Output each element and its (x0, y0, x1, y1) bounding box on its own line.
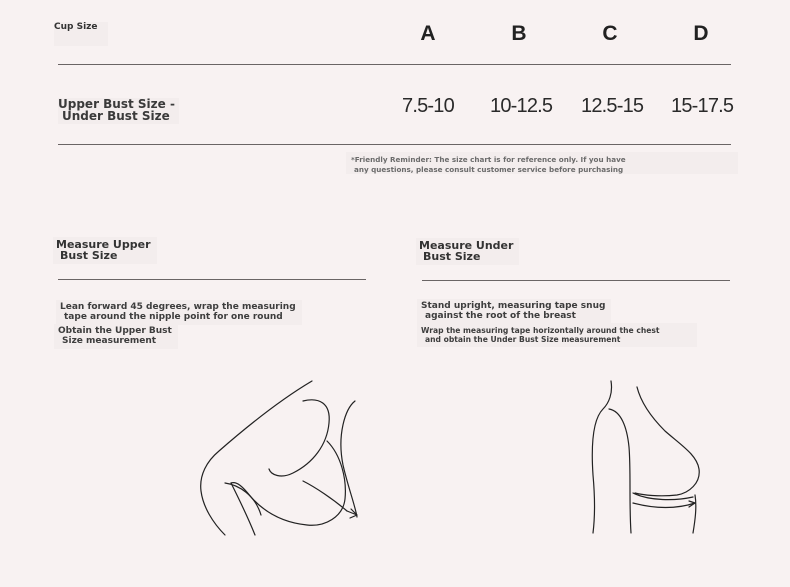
under-bust-illustration (585, 375, 715, 540)
cup-letter-a: A (420, 22, 436, 45)
under-step1-line1: Stand upright, measuring tape snug (421, 301, 606, 311)
under-divider (422, 280, 730, 281)
reminder-line1: *Friendly Reminder: The size chart is for reference only. If you have (351, 155, 626, 164)
under-step1-line2: against the root of the breast (425, 310, 576, 321)
upper-step1-line1: Lean forward 45 degrees, wrap the measuring (60, 302, 296, 312)
upper-bust-title (53, 237, 157, 264)
cup-size-label: Cup Size (54, 22, 108, 46)
under-step2 (417, 323, 697, 347)
value-a: 7.5-10 (402, 95, 454, 117)
friendly-reminder (346, 152, 738, 174)
cup-letter-d: D (693, 22, 709, 45)
under-step2-line2: and obtain the Under Bust Size measurement (425, 335, 621, 344)
upper-bust-illustration (195, 375, 375, 540)
row-label (58, 98, 179, 124)
under-step1 (417, 299, 611, 324)
cup-letter-b: B (511, 22, 527, 45)
cup-letter-c: C (602, 22, 618, 45)
value-b: 10-12.5 (490, 95, 553, 117)
upper-divider (58, 279, 366, 280)
upper-title-line1: Measure Upper (56, 238, 151, 251)
table-divider-bottom (58, 144, 731, 145)
upper-step2 (54, 324, 178, 349)
reminder-line2: any questions, please consult customer service before purchasing (354, 164, 624, 174)
table-divider-top (58, 64, 731, 65)
upper-title-line2: Bust Size (60, 248, 118, 262)
row-label-line1: Upper Bust Size - (58, 97, 175, 111)
upper-step2-line2: Size measurement (62, 335, 157, 346)
row-label-line2: Under Bust Size (62, 109, 170, 123)
upper-step2-line1: Obtain the Upper Bust (58, 326, 172, 336)
upper-step1-line2: tape around the nipple point for one round (64, 311, 283, 322)
upper-step1 (56, 300, 302, 325)
under-step2-line1: Wrap the measuring tape horizontally around the chest (421, 326, 660, 335)
under-title-line2: Bust Size (423, 249, 481, 263)
under-bust-title (416, 238, 519, 265)
under-title-line1: Measure Under (419, 239, 514, 252)
value-d: 15-17.5 (671, 95, 734, 117)
value-c: 12.5-15 (581, 95, 644, 117)
